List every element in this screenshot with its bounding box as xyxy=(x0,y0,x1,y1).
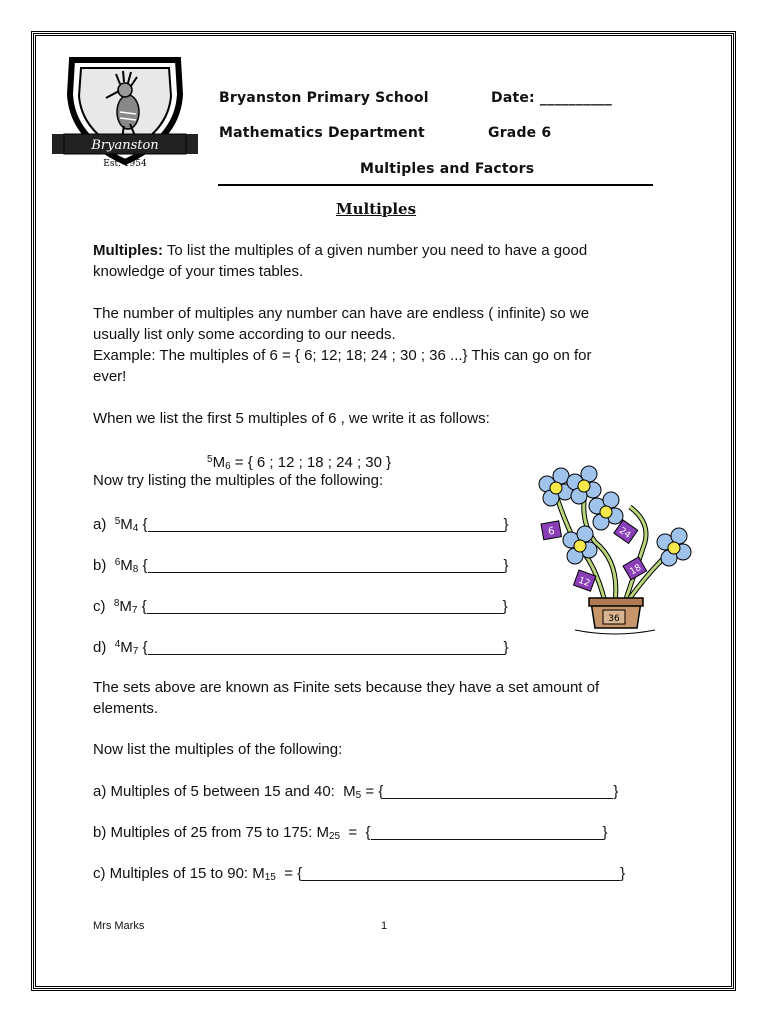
para3: When we list the first 5 multiples of 6 , we write it as follows: xyxy=(93,410,490,427)
department-name: Mathematics Department xyxy=(219,125,425,141)
topic-title: Multiples and Factors xyxy=(360,161,535,177)
intro-text: To list the multiples of a given number you need to have a good xyxy=(163,242,588,259)
intro-term: Multiples: xyxy=(93,242,163,259)
page-number: 1 xyxy=(381,920,388,932)
answer-blank-b[interactable] xyxy=(148,558,504,573)
try-prompt: Now try listing the multiples of the following: xyxy=(93,472,384,489)
flower-pot-illustration xyxy=(535,462,695,637)
flower-label-6: 6 xyxy=(547,525,556,538)
flower-label-18: 18 xyxy=(628,562,644,578)
exercise-c: c) $^8M_7$ { } xyxy=(93,598,508,616)
flower-1 xyxy=(539,468,573,506)
exercise-d: d) $^4M_7$ { } xyxy=(93,639,509,657)
example-notation: $^5M_6$ = { 6 ; 12 ; 18 ; 24 ; 30 } xyxy=(207,454,392,472)
para2-line-4: ever! xyxy=(93,368,127,385)
intro-line-2: knowledge of your times tables. xyxy=(93,263,304,280)
header-divider xyxy=(218,184,653,186)
para2-line-3: Example: The multiples of 6 = { 6; 12; 18; 24 ; 30 ; 36 ...} This can go on for xyxy=(93,347,592,364)
range-exercise-a: a) Multiples of 5 between 15 and 40: $M_5$ = { } xyxy=(93,783,619,801)
range-answer-blank-b[interactable] xyxy=(371,825,603,840)
range-exercise-c: c) Multiples of 15 to 90: $M_{15}$ = { } xyxy=(93,865,626,883)
finite-note-line-2: elements. xyxy=(93,700,159,717)
flower-label-24: 24 xyxy=(617,525,633,541)
section-title: Multiples xyxy=(336,200,417,218)
grade-label: Grade 6 xyxy=(488,125,552,141)
school-name: Bryanston Primary School xyxy=(219,90,429,106)
intro-line-1 xyxy=(93,240,587,261)
list-prompt: Now list the multiples of the following: xyxy=(93,741,343,758)
answer-blank-a[interactable] xyxy=(148,517,504,532)
flower-5 xyxy=(657,528,691,566)
range-answer-blank-c[interactable] xyxy=(302,866,620,881)
para2-line-1: The number of multiples any number can have are endless ( infinite) so we xyxy=(93,305,590,322)
answer-blank-c[interactable] xyxy=(147,599,503,614)
flower-label-36: 36 xyxy=(608,614,620,624)
crest-est-text: Est. 1954 xyxy=(103,159,147,169)
answer-blank-d[interactable] xyxy=(148,640,504,655)
school-crest-logo xyxy=(50,52,200,172)
flower-label-12: 12 xyxy=(576,575,592,590)
exercise-b: b) $^6M_8$ { } xyxy=(93,557,509,575)
exercise-a: a) $^5M_4$ { } xyxy=(93,516,509,534)
footer-author: Mrs Marks xyxy=(93,920,145,932)
range-exercise-b: b) Multiples of 25 from 75 to 175: $M_{25}$ = { } xyxy=(93,824,608,842)
finite-note-line-1: The sets above are known as Finite sets because they have a set amount of xyxy=(93,679,600,696)
date-label: Date: __________ xyxy=(491,90,612,106)
crest-banner-text: Bryanston xyxy=(91,138,159,153)
para2-line-2: usually list only some according to our needs. xyxy=(93,326,396,343)
range-answer-blank-a[interactable] xyxy=(383,784,613,799)
